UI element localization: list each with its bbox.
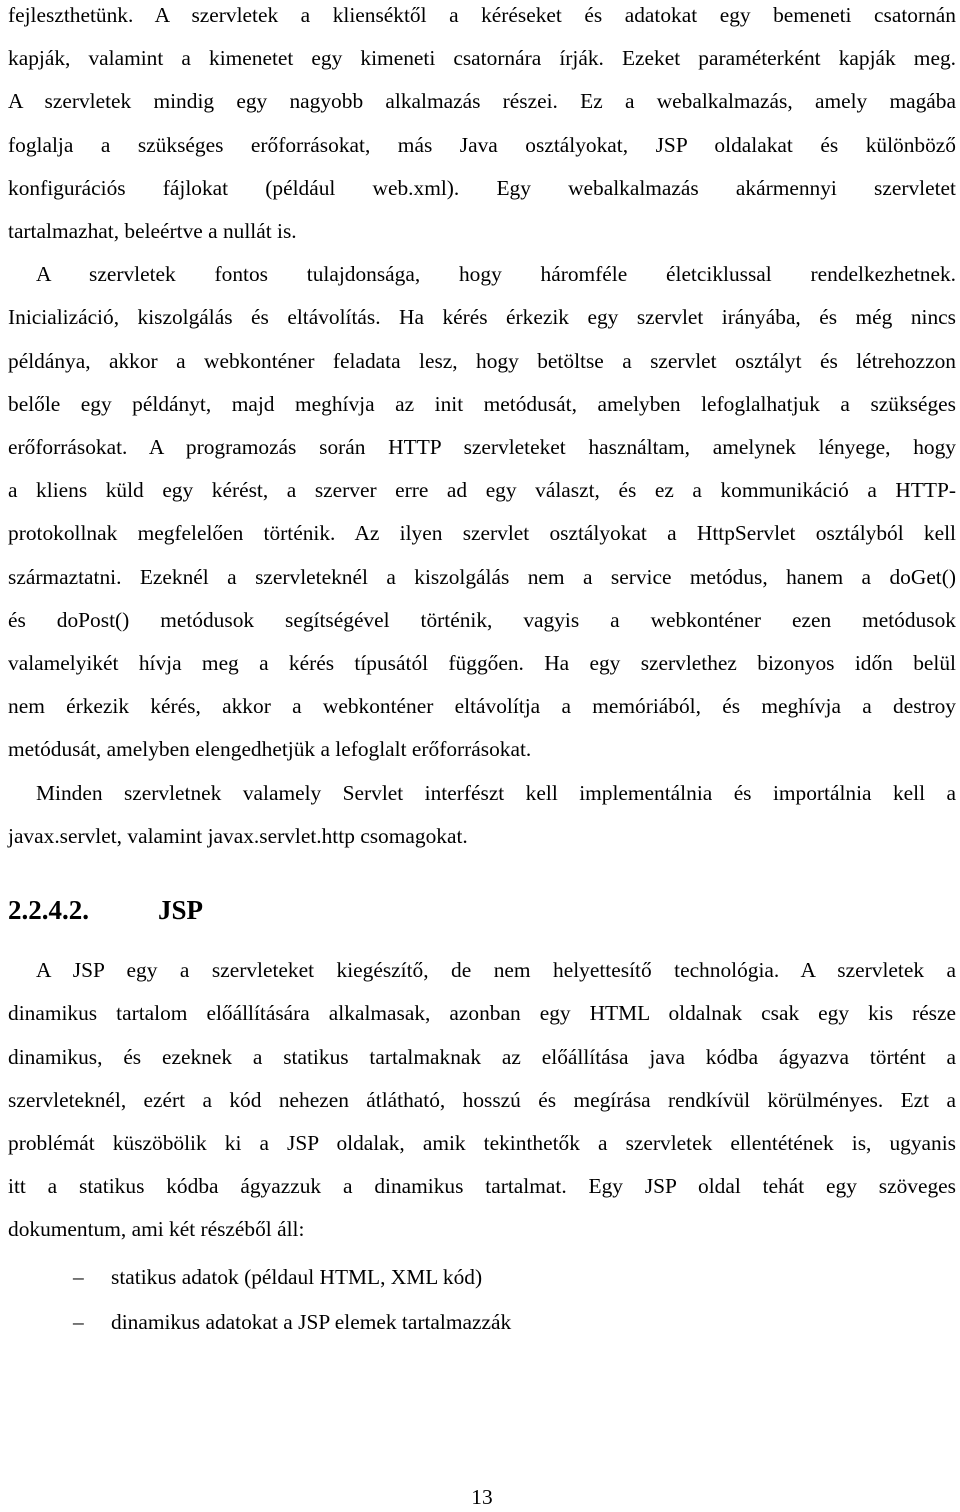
section-heading xyxy=(8,890,203,930)
text-line: protokollnak megfelelően történik. Az ilyen szervlet osztályokat a HttpServlet osztályból kell xyxy=(8,521,956,545)
text-line: származtatni. Ezeknél a szervleteknél a kiszolgálás nem a service metódus, hanem a doGet() xyxy=(8,565,956,589)
text-line: Inicializáció, kiszolgálás és eltávolítás. Ha kérés érkezik egy szervlet irányába, és még nincs xyxy=(8,305,956,329)
text-line: dinamikus tartalom előállítására alkalmasak, azonban egy HTML oldalnak csak egy kis része xyxy=(8,1001,956,1025)
text-line: tartalmazhat, beleértve a nullát is. xyxy=(8,219,297,243)
text-line: javax.servlet, valamint javax.servlet.http csomagokat. xyxy=(8,824,468,848)
list-item-text: dinamikus adatokat a JSP elemek tartalmazzák xyxy=(111,1310,512,1334)
dash-bullet-icon: – xyxy=(73,1265,84,1289)
page-number: 13 xyxy=(471,1485,493,1509)
text-line: dokumentum, ami két részéből áll: xyxy=(8,1217,305,1241)
text-line: A szervletek mindig egy nagyobb alkalmazás részei. Ez a webalkalmazás, amely magába xyxy=(8,89,956,113)
text-line: Minden szervletnek valamely Servlet interfészt kell implementálnia és importálnia kell a xyxy=(36,781,956,805)
text-line: szervleteknél, ezért a kód nehezen átlátható, hosszú és megírása rendkívül körülményes. Ezt a xyxy=(8,1088,956,1112)
text-line: kapják, valamint a kimenetet egy kimeneti csatornára írják. Ezeket paraméterként kapják meg. xyxy=(8,46,956,70)
text-line: nem érkezik kérés, akkor a webkonténer eltávolítja a memóriából, és meghívja a destroy xyxy=(8,694,956,718)
text-line: problémát küszöbölik ki a JSP oldalak, amik tekinthetők a szervletek ellentétének is, ugyanis xyxy=(8,1131,956,1155)
section-number: 2.2.4.2. xyxy=(8,895,89,925)
text-line: itt a statikus kódba ágyazzuk a dinamikus tartalmat. Egy JSP oldal tehát egy szöveges xyxy=(8,1174,956,1198)
text-line: és doPost() metódusok segítségével történik, vagyis a webkonténer ezen metódusok xyxy=(8,608,956,632)
dash-bullet-icon: – xyxy=(73,1310,84,1334)
text-line: konfigurációs fájlokat (például web.xml). Egy webalkalmazás akármennyi szervletet xyxy=(8,176,956,200)
text-line: erőforrásokat. A programozás során HTTP szervleteket használtam, amelynek lényege, hogy xyxy=(8,435,956,459)
text-line: belőle egy példányt, majd meghívja az init metódusát, amelyben lefoglalhatjuk a szükséges xyxy=(8,392,956,416)
document-page xyxy=(8,0,956,1509)
text-line: A JSP egy a szervleteket kiegészítő, de nem helyettesítő technológia. A szervletek a xyxy=(36,958,956,982)
text-line: fejleszthetünk. A szervletek a klienséktől a kéréseket és adatokat egy bemeneti csatornán xyxy=(8,3,956,27)
text-line: valamelyikét hívja meg a kérés típusától függően. Ha egy szervlethez bizonyos időn belül xyxy=(8,651,956,675)
text-line: foglalja a szükséges erőforrásokat, más Java osztályokat, JSP oldalakat és különböző xyxy=(8,133,956,157)
text-line: metódusát, amelyben elengedhetjük a lefoglalt erőforrásokat. xyxy=(8,737,532,761)
text-line: A szervletek fontos tulajdonsága, hogy háromféle életciklussal rendelkezhetnek. xyxy=(36,262,956,286)
section-title: JSP xyxy=(158,895,204,925)
text-line: dinamikus, és ezeknek a statikus tartalmaknak az előállítása java kódba ágyazva történt a xyxy=(8,1045,956,1069)
text-line: a kliens küld egy kérést, a szerver erre ad egy választ, és ez a kommunikáció a HTTP- xyxy=(8,478,956,502)
text-line: példánya, akkor a webkonténer feladata lesz, hogy betöltse a szervlet osztályt és létrehozzon xyxy=(8,349,956,373)
list-item-text: statikus adatok (példaul HTML, XML kód) xyxy=(111,1265,483,1289)
